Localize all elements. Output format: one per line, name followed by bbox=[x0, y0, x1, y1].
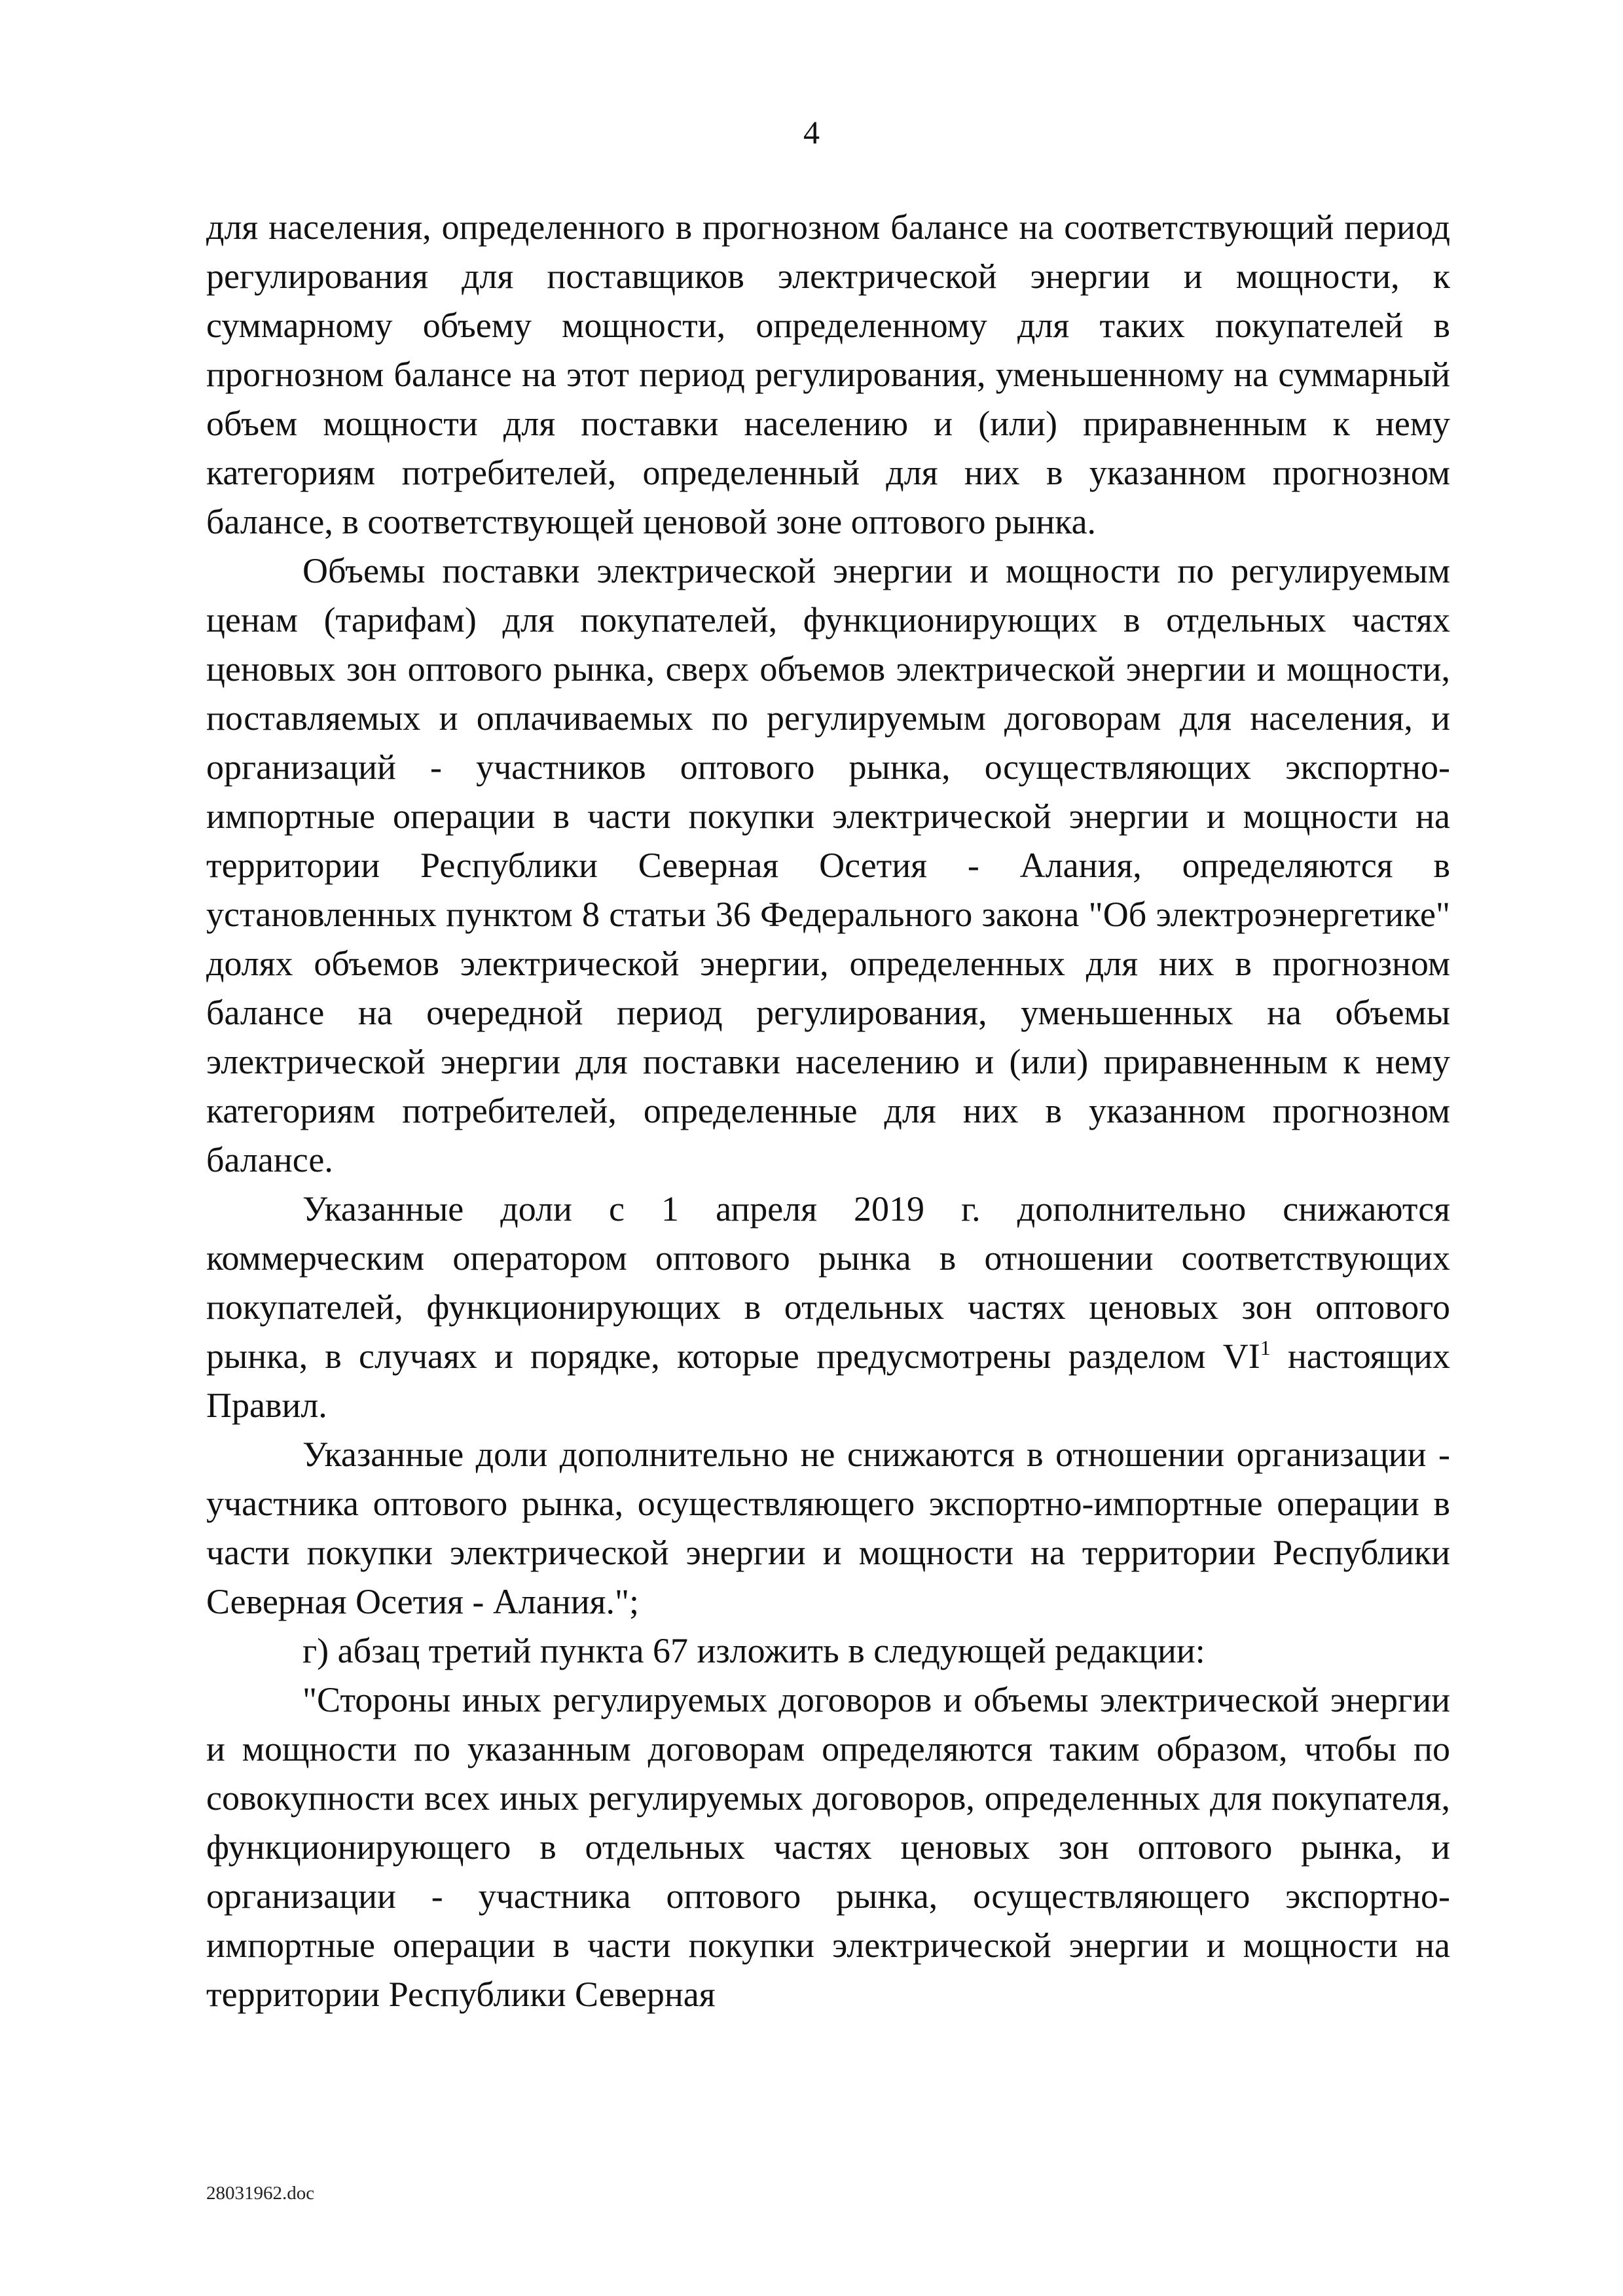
superscript-one: 1 bbox=[1260, 1336, 1271, 1359]
page-number: 4 bbox=[803, 114, 820, 151]
paragraph-item-g: г) абзац третий пункта 67 изложить в следующей редакции: bbox=[302, 1631, 1205, 1670]
paragraph-new-wording: "Стороны иных регулируемых договоров и объемы электрической энергии и мощности по указанным договорам определяются таким образом, чтобы по совокупности всех иных регулируемых договоров, определенных для покупателя, функционирующего в отдельных частях ценовых зон оптового рынка, и организации - участника оптового рынка, осуществляющего экспортно-импортные операции в части покупки электрической энергии и мощности на территории Республики Северная bbox=[206, 1680, 1450, 2014]
paragraph-shares-reduced bbox=[206, 1185, 1450, 1430]
footer-filename: 28031962.doc bbox=[206, 2183, 315, 2204]
paragraph-continuation: для населения, определенного в прогнозном балансе на соответствующий период регулирования для поставщиков электрической энергии и мощности, к суммарному объему мощности, определенному для таких покупателей в прогнозном балансе на этот период регулирования, уменьшенному на суммарный объем мощности для поставки населению и (или) приравненным к нему категориям потребителей, определенный для них в указанном прогнозном балансе, в соответствующей ценовой зоне оптового рынка. bbox=[206, 207, 1450, 541]
document-body bbox=[206, 203, 1450, 2019]
paragraph-shares-not-reduced: Указанные доли дополнительно не снижаются в отношении организации - участника оптового рынка, осуществляющего экспортно-импортные операции в части покупки электрической энергии и мощности на территории Республики Северная Осетия - Алания."; bbox=[206, 1435, 1450, 1621]
paragraph-shares-reduced-tail: настоящих Правил. bbox=[206, 1336, 1450, 1425]
paragraph-supply-volumes: Объемы поставки электрической энергии и мощности по регулируемым ценам (тарифам) для покупателей, функционирующих в отдельных частях ценовых зон оптового рынка, сверх объемов электрической энергии и мощности, поставляемых и оплачиваемых по регулируемым договорам для населения, и организаций - участников оптового рынка, осуществляющих экспортно-импортные операции в части покупки электрической энергии и мощности на территории Республики Северная Осетия - Алания, определяются в установленных пунктом 8 статьи 36 Федерального закона "Об электроэнергетике" долях объемов электрической энергии, определенных для них в прогнозном балансе на очередной период регулирования, уменьшенных на объемы электрической энергии для поставки населению и (или) приравненным к нему категориям потребителей, определенные для них в указанном прогнозном балансе. bbox=[206, 551, 1450, 1179]
paragraph-shares-reduced-text: Указанные доли с 1 апреля 2019 г. дополнительно снижаются коммерческим оператором оптового рынка в отношении соответствующих покупателей, функционирующих в отдельных частях ценовых зон оптового рынка, в случаях и порядке, которые предусмотрены разделом VI bbox=[206, 1189, 1450, 1376]
